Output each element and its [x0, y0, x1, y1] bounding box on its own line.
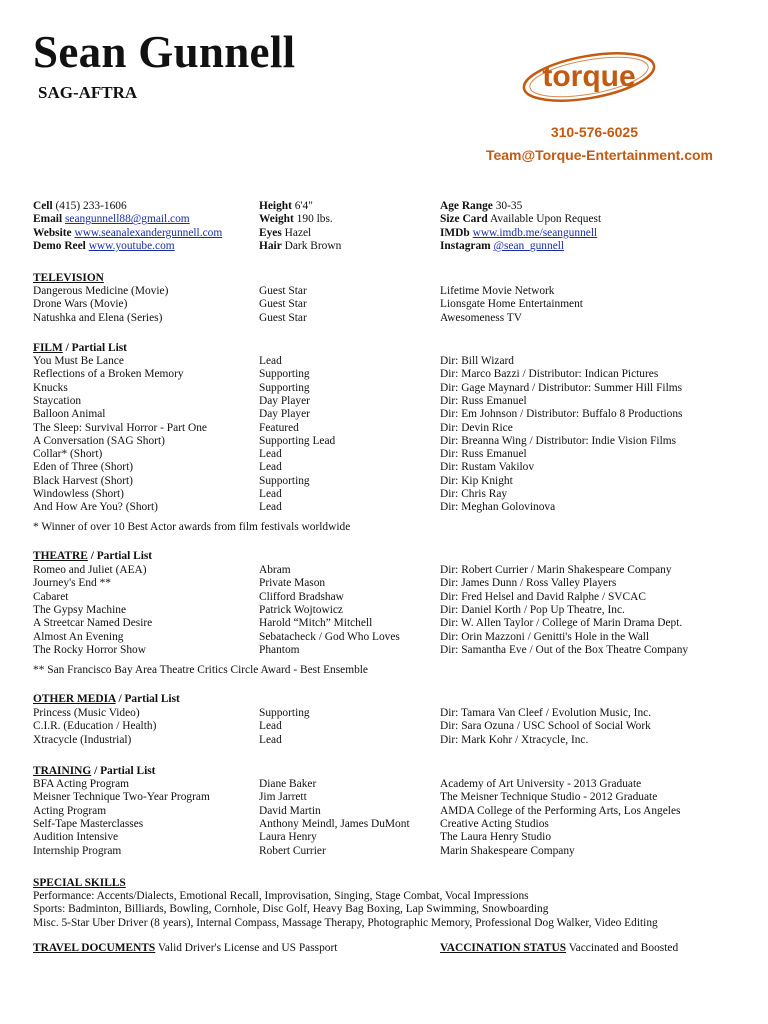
film-row-col1: You Must Be Lance — [33, 355, 124, 367]
film-row-col3: Dir: Devin Rice — [440, 421, 513, 434]
television-row-col3: Awesomeness TV — [440, 311, 522, 324]
imdb-label: IMDb — [440, 226, 470, 239]
eyes-value: Hazel — [284, 226, 312, 239]
film-row-col2: Supporting Lead — [259, 434, 336, 447]
actor-name: Sean Gunnell — [33, 27, 296, 77]
special-skills-line: Misc. 5-Star Uber Driver (8 years), Internal Compass, Massage Therapy, Photographic Memory, Professional Dog Walker, Video Editing — [33, 916, 658, 929]
hair-value: Dark Brown — [284, 239, 342, 252]
height-value: 6'4" — [294, 200, 313, 212]
film-row-col1: Collar* (Short) — [33, 448, 103, 461]
special-skills-line: Performance: Accents/Dialects, Emotional Recall, Improvisation, Singing, Stage Combat, Vocal Impressions — [33, 890, 529, 902]
film-row-col1: A Conversation (SAG Short) — [33, 434, 165, 447]
training-row-col2: Anthony Meindl, James DuMont — [259, 817, 410, 830]
theatre-row-col1: The Rocky Horror Show — [33, 643, 146, 656]
training-row-col1: Self-Tape Masterclasses — [33, 817, 144, 830]
film-row-col2: Lead — [259, 355, 282, 367]
television-header: TELEVISION — [33, 272, 104, 284]
instagram-value[interactable]: @sean_gunnell — [493, 239, 565, 252]
size-card-row — [440, 213, 601, 226]
film-row-col1: Staycation — [33, 394, 82, 407]
film-row-col2: Day Player — [259, 394, 310, 407]
television-row-col3: Lifetime Movie Network — [440, 285, 555, 297]
training-row-col3: Marin Shakespeare Company — [440, 844, 575, 857]
theatre-row-col3: Dir: Robert Currier / Marin Shakespeare Company — [440, 564, 672, 576]
cell-value: (415) 233-1606 — [55, 200, 127, 212]
other-media-row-col1: Princess (Music Video) — [33, 707, 140, 719]
film-note: * Winner of over 10 Best Actor awards from film festivals worldwide — [33, 521, 351, 533]
training-row-col1: BFA Acting Program — [33, 778, 129, 790]
theatre-row-col1: Romeo and Juliet (AEA) — [33, 564, 147, 576]
film-row-col1: The Sleep: Survival Horror - Part One — [33, 421, 207, 434]
size-card-label: Size Card — [440, 213, 488, 226]
theatre-row-col1: The Gypsy Machine — [33, 603, 126, 616]
theatre-row-col2: Patrick Wojtowicz — [259, 603, 343, 616]
svg-text:torque: torque — [542, 60, 636, 93]
film-row-col1: Reflections of a Broken Memory — [33, 368, 184, 381]
film-row-col2: Lead — [259, 461, 282, 474]
television-row-col1: Dangerous Medicine (Movie) — [33, 285, 169, 297]
television-row-col2: Guest Star — [259, 285, 307, 297]
film-row-col2: Featured — [259, 421, 299, 434]
theatre-header: THEATRE / Partial List — [33, 550, 153, 562]
torque-logo — [519, 48, 659, 104]
theatre-row-col2: Abram — [259, 564, 291, 576]
television-row-col1: Drone Wars (Movie) — [33, 298, 128, 311]
size-card-value: Available Upon Request — [490, 213, 602, 226]
eyes-label: Eyes — [259, 226, 282, 239]
training-row-col2: Laura Henry — [259, 831, 317, 844]
eyes-row — [259, 227, 311, 240]
other-media-row-col2: Supporting — [259, 707, 310, 719]
other-media-row-col1: Xtracycle (Industrial) — [33, 733, 132, 746]
film-row-col3: Dir: Kip Knight — [440, 474, 513, 487]
imdb-row — [440, 227, 597, 240]
other-media-row-col3: Dir: Mark Kohr / Xtracycle, Inc. — [440, 733, 589, 746]
film-row-col1: Knucks — [33, 381, 68, 394]
theatre-row-col1: Journey's End ** — [33, 577, 111, 590]
other-media-row-col3: Dir: Sara Ozuna / USC School of Social Work — [440, 720, 651, 733]
film-row-col1: Black Harvest (Short) — [33, 474, 133, 487]
other-media-row-col2: Lead — [259, 720, 282, 733]
other-media-row-col1: C.I.R. (Education / Health) — [33, 720, 157, 733]
weight-label: Weight — [259, 213, 294, 226]
training-row-col1: Audition Intensive — [33, 831, 119, 844]
television-row-col1: Natushka and Elena (Series) — [33, 311, 163, 324]
other-media-header: OTHER MEDIA / Partial List — [33, 693, 180, 705]
film-row-col1: Balloon Animal — [33, 408, 106, 421]
theatre-row-col3: Dir: Fred Helsel and David Ralphe / SVCAC — [440, 590, 646, 603]
hair-row — [259, 240, 341, 253]
film-row-col1: Eden of Three (Short) — [33, 461, 134, 474]
website-value[interactable]: www.seanalexandergunnell.com — [74, 226, 223, 239]
age-range-row — [440, 200, 522, 213]
training-row-col2: Robert Currier — [259, 844, 326, 857]
demo-reel-row — [33, 240, 175, 253]
theatre-row-col1: Cabaret — [33, 590, 69, 603]
theatre-row-col3: Dir: Samantha Eve / Out of the Box Theatre Company — [440, 643, 689, 656]
training-header: TRAINING / Partial List — [33, 765, 156, 777]
film-row-col3: Dir: Bill Wizard — [440, 355, 514, 367]
theatre-row-col2: Harold “Mitch” Mitchell — [259, 617, 373, 630]
height-row — [259, 200, 313, 213]
hair-label: Hair — [259, 239, 282, 252]
theatre-row-col3: Dir: Orin Mazzoni / Genitti's Hole in the Wall — [440, 630, 650, 643]
theatre-row-col3: Dir: W. Allen Taylor / College of Marin Drama Dept. — [440, 617, 683, 630]
training-row-col3: The Laura Henry Studio — [440, 831, 552, 844]
film-row-col3: Dir: Russ Emanuel — [440, 448, 527, 461]
television-row-col2: Guest Star — [259, 298, 307, 311]
weight-row — [259, 213, 333, 226]
theatre-note: ** San Francisco Bay Area Theatre Critics Circle Award - Best Ensemble — [33, 664, 368, 676]
cell-row — [33, 200, 127, 213]
film-row-col2: Lead — [259, 501, 282, 514]
film-row-col3: Dir: Em Johnson / Distributor: Buffalo 8 Productions — [440, 408, 683, 421]
training-row-col3: Creative Acting Studios — [440, 817, 549, 830]
travel-documents: TRAVEL DOCUMENTS Valid Driver's License and US Passport — [33, 942, 338, 954]
film-row-col3: Dir: Rustam Vakilov — [440, 461, 535, 474]
cell-label: Cell — [33, 200, 53, 212]
demo-reel-label: Demo Reel — [33, 239, 86, 252]
training-row-col3: Academy of Art University - 2013 Graduate — [440, 778, 642, 790]
instagram-label: Instagram — [440, 239, 491, 252]
training-row-col3: AMDA College of the Performing Arts, Los Angeles — [440, 804, 681, 817]
theatre-row-col2: Phantom — [259, 643, 300, 656]
film-row-col2: Supporting — [259, 474, 310, 487]
other-media-row-col2: Lead — [259, 733, 282, 746]
film-header: FILM / Partial List — [33, 342, 127, 354]
film-row-col3: Dir: Marco Bazzi / Distributor: Indican Pictures — [440, 368, 659, 381]
film-row-col3: Dir: Breanna Wing / Distributor: Indie Vision Films — [440, 434, 677, 447]
email-row — [33, 213, 190, 226]
film-row-col2: Lead — [259, 488, 282, 500]
theatre-row-col1: A Streetcar Named Desire — [33, 617, 153, 630]
agency-email: Team@Torque-Entertainment.com — [485, 147, 713, 163]
film-row-col3: Dir: Meghan Golovinova — [440, 501, 556, 514]
age-range-value: 30-35 — [495, 200, 523, 212]
theatre-row-col3: Dir: Daniel Korth / Pop Up Theatre, Inc. — [440, 603, 625, 616]
theatre-row-col2: Clifford Bradshaw — [259, 590, 344, 603]
film-row-col3: Dir: Gage Maynard / Distributor: Summer Hill Films — [440, 381, 683, 394]
film-row-col3: Dir: Chris Ray — [440, 488, 508, 500]
television-row-col3: Lionsgate Home Entertainment — [440, 298, 583, 311]
film-row-col2: Supporting — [259, 368, 310, 381]
height-label: Height — [259, 200, 292, 212]
theatre-row-col1: Almost An Evening — [33, 630, 124, 643]
training-row-col1: Acting Program — [33, 804, 107, 817]
theatre-row-col3: Dir: James Dunn / Ross Valley Players — [440, 577, 617, 590]
email-value[interactable]: seangunnell88@gmail.com — [64, 213, 190, 226]
other-media-row-col3: Dir: Tamara Van Cleef / Evolution Music, Inc. — [440, 707, 652, 719]
theatre-row-col2: Private Mason — [259, 577, 326, 590]
television-row-col2: Guest Star — [259, 311, 307, 324]
age-range-label: Age Range — [440, 200, 493, 212]
union-affiliation: SAG-AFTRA — [38, 83, 138, 102]
imdb-value[interactable]: www.imdb.me/seangunnell — [472, 226, 598, 239]
demo-reel-value[interactable]: www.youtube.com — [88, 239, 175, 252]
training-row-col1: Meisner Technique Two-Year Program — [33, 791, 210, 804]
training-row-col1: Internship Program — [33, 844, 122, 857]
website-row — [33, 227, 222, 240]
weight-value: 190 lbs. — [296, 213, 333, 226]
training-row-col2: Diane Baker — [259, 778, 317, 790]
film-row-col3: Dir: Russ Emanuel — [440, 394, 527, 407]
agency-phone: 310-576-6025 — [550, 124, 638, 140]
training-row-col2: David Martin — [259, 804, 321, 817]
film-row-col2: Day Player — [259, 408, 310, 421]
film-row-col1: Windowless (Short) — [33, 488, 124, 500]
website-label: Website — [33, 226, 72, 239]
film-row-col2: Lead — [259, 448, 282, 461]
film-row-col1: And How Are You? (Short) — [33, 501, 158, 514]
vaccination-status: VACCINATION STATUS Vaccinated and Boosted — [440, 942, 679, 954]
film-row-col2: Supporting — [259, 381, 310, 394]
email-label: Email — [33, 213, 63, 226]
training-row-col3: The Meisner Technique Studio - 2012 Graduate — [440, 791, 658, 804]
instagram-row — [440, 240, 564, 253]
theatre-row-col2: Sebatacheck / God Who Loves — [259, 630, 400, 643]
training-row-col2: Jim Jarrett — [259, 791, 307, 804]
special-skills-line: Sports: Badminton, Billiards, Bowling, Cornhole, Disc Golf, Heavy Bag Boxing, Lap Swimming, Snowboarding — [33, 903, 549, 916]
special-skills-header: SPECIAL SKILLS — [33, 877, 126, 889]
